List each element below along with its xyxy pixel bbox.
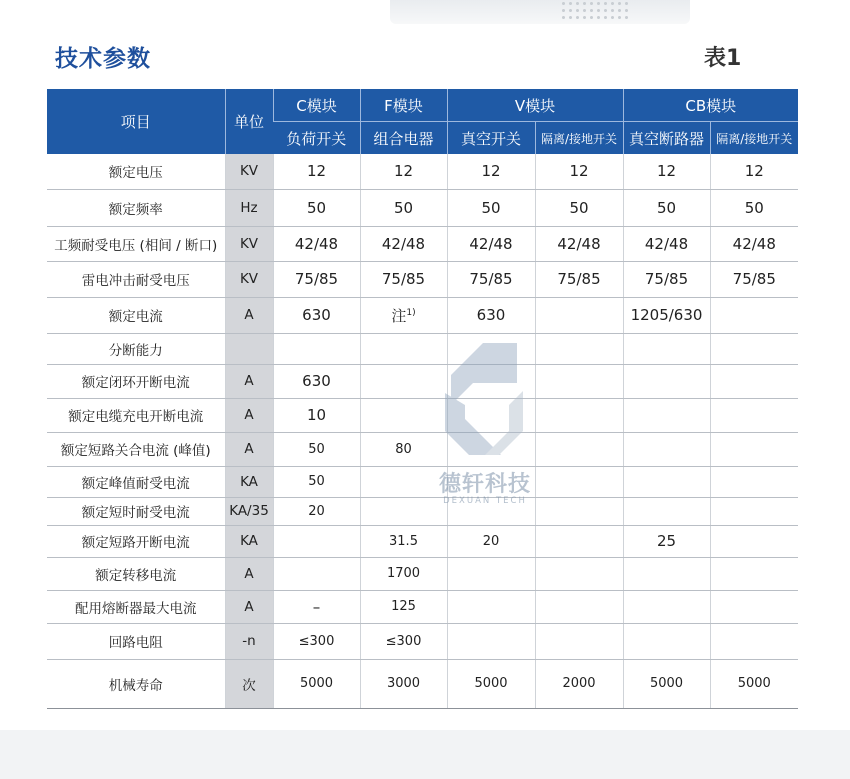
cell-v1: 20 xyxy=(447,525,535,557)
cell-c: – xyxy=(273,590,360,623)
cell-f xyxy=(360,297,447,333)
cell-v2 xyxy=(535,466,623,497)
header-sub-v1: 真空开关 xyxy=(447,122,535,155)
cell-cb2 xyxy=(710,497,798,525)
cell-cb1: 50 xyxy=(623,189,710,226)
cell-v2 xyxy=(535,333,623,364)
footnote-ref: 1) xyxy=(406,307,416,318)
row-unit: KA xyxy=(225,466,273,497)
cell-v1 xyxy=(447,364,535,398)
cell-f-note: 注 xyxy=(391,306,407,325)
cell-v1 xyxy=(447,623,535,659)
cell-v2 xyxy=(535,623,623,659)
cell-v1 xyxy=(447,333,535,364)
cell-cb2 xyxy=(710,623,798,659)
row-name: 额定电缆充电开断电流 xyxy=(47,398,225,432)
cell-v2 xyxy=(535,590,623,623)
cell-v2 xyxy=(535,497,623,525)
cell-c: 10 xyxy=(273,398,360,432)
cell-f: 42/48 xyxy=(360,226,447,261)
table-row xyxy=(47,364,798,398)
row-name: 额定短路开断电流 xyxy=(47,525,225,557)
row-name: 额定峰值耐受电流 xyxy=(47,466,225,497)
cell-f xyxy=(360,333,447,364)
cell-cb1 xyxy=(623,432,710,466)
table-row xyxy=(47,226,798,261)
cell-v1 xyxy=(447,590,535,623)
cell-v1: 5000 xyxy=(447,659,535,708)
header-item: 项目 xyxy=(47,89,225,154)
row-name: 机械寿命 xyxy=(47,659,225,708)
watermark-name: 德轩科技 xyxy=(438,472,531,497)
cell-c: 50 xyxy=(273,432,360,466)
cell-v1: 75/85 xyxy=(447,261,535,297)
row-name: 额定电压 xyxy=(47,154,225,189)
cell-v2 xyxy=(535,398,623,432)
cell-v2 xyxy=(535,525,623,557)
table-row xyxy=(47,525,798,557)
cell-cb1 xyxy=(623,333,710,364)
cell-cb2 xyxy=(710,557,798,590)
page-title: 技术参数 xyxy=(55,46,151,72)
cell-f: 31.5 xyxy=(360,525,447,557)
cell-cb2: 50 xyxy=(710,189,798,226)
table-row xyxy=(47,297,798,333)
cell-f: ≤300 xyxy=(360,623,447,659)
header-group-v: V模块 xyxy=(447,89,623,122)
header-group-c: C模块 xyxy=(273,89,360,122)
row-name: 额定转移电流 xyxy=(47,557,225,590)
cell-f: 1700 xyxy=(360,557,447,590)
banner-pattern xyxy=(560,0,630,20)
table-row xyxy=(47,398,798,432)
cell-cb2 xyxy=(710,590,798,623)
row-name: 额定闭环开断电流 xyxy=(47,364,225,398)
cell-cb1 xyxy=(623,557,710,590)
cell-c: ≤300 xyxy=(273,623,360,659)
row-unit: A xyxy=(225,364,273,398)
cell-v1: 630 xyxy=(447,297,535,333)
cell-cb2: 42/48 xyxy=(710,226,798,261)
cell-cb1 xyxy=(623,623,710,659)
cell-v2: 75/85 xyxy=(535,261,623,297)
header-sub-v2: 隔离/接地开关 xyxy=(535,122,623,155)
cell-cb2 xyxy=(710,525,798,557)
table-row xyxy=(47,466,798,497)
cell-f: 50 xyxy=(360,189,447,226)
cell-f xyxy=(360,398,447,432)
table-row xyxy=(47,189,798,226)
cell-v2: 2000 xyxy=(535,659,623,708)
table-row xyxy=(47,557,798,590)
cell-cb1 xyxy=(623,466,710,497)
cell-cb2 xyxy=(710,333,798,364)
cell-cb2 xyxy=(710,466,798,497)
table-row xyxy=(47,154,798,189)
row-unit: A xyxy=(225,398,273,432)
cell-f: 12 xyxy=(360,154,447,189)
row-name: 工频耐受电压 (相间 / 断口) xyxy=(47,226,225,261)
cell-v2 xyxy=(535,364,623,398)
cell-c xyxy=(273,525,360,557)
top-banner-image xyxy=(390,0,690,24)
cell-c: 12 xyxy=(273,154,360,189)
header-sub-c: 负荷开关 xyxy=(273,122,360,155)
cell-v2: 50 xyxy=(535,189,623,226)
row-name: 分断能力 xyxy=(47,333,225,364)
table-row xyxy=(47,432,798,466)
cell-v1: 12 xyxy=(447,154,535,189)
row-unit: KA xyxy=(225,525,273,557)
row-name: 额定短路关合电流 (峰值) xyxy=(47,432,225,466)
table-row xyxy=(47,333,798,364)
row-unit: KA/35 xyxy=(225,497,273,525)
row-unit: A xyxy=(225,590,273,623)
cell-cb1 xyxy=(623,398,710,432)
table-label: 表1 xyxy=(704,46,742,71)
cell-v1: 42/48 xyxy=(447,226,535,261)
header-sub-cb1: 真空断路器 xyxy=(623,122,710,155)
cell-c: 630 xyxy=(273,364,360,398)
row-unit: 次 xyxy=(225,659,273,708)
cell-cb1: 75/85 xyxy=(623,261,710,297)
header-sub-f: 组合电器 xyxy=(360,122,447,155)
cell-v2 xyxy=(535,557,623,590)
cell-v1 xyxy=(447,432,535,466)
cell-cb2: 5000 xyxy=(710,659,798,708)
header-row-groups xyxy=(47,89,798,122)
cell-cb2 xyxy=(710,297,798,333)
cell-v1 xyxy=(447,557,535,590)
cell-cb1 xyxy=(623,497,710,525)
cell-c: 630 xyxy=(273,297,360,333)
cell-c: 5000 xyxy=(273,659,360,708)
watermark-subtitle: DEXUAN TECH xyxy=(443,496,527,506)
cell-f: 80 xyxy=(360,432,447,466)
cell-cb2: 12 xyxy=(710,154,798,189)
row-unit: A xyxy=(225,432,273,466)
header-unit: 单位 xyxy=(225,89,273,154)
header-group-cb: CB模块 xyxy=(623,89,798,122)
cell-c xyxy=(273,557,360,590)
row-unit: Hz xyxy=(225,189,273,226)
row-unit: A xyxy=(225,557,273,590)
cell-f: 125 xyxy=(360,590,447,623)
row-unit: KV xyxy=(225,226,273,261)
cell-v2 xyxy=(535,432,623,466)
table-row xyxy=(47,261,798,297)
table-row xyxy=(47,497,798,525)
cell-cb2 xyxy=(710,364,798,398)
row-unit: -n xyxy=(225,623,273,659)
row-name: 配用熔断器最大电流 xyxy=(47,590,225,623)
cell-cb2 xyxy=(710,432,798,466)
cell-c: 42/48 xyxy=(273,226,360,261)
row-name: 额定短时耐受电流 xyxy=(47,497,225,525)
cell-cb1 xyxy=(623,590,710,623)
header-group-f: F模块 xyxy=(360,89,447,122)
cell-cb1 xyxy=(623,364,710,398)
row-unit: KV xyxy=(225,261,273,297)
cell-c: 20 xyxy=(273,497,360,525)
cell-cb1: 25 xyxy=(623,525,710,557)
row-unit: A xyxy=(225,297,273,333)
cell-v1: 50 xyxy=(447,189,535,226)
cell-v2: 12 xyxy=(535,154,623,189)
cell-c xyxy=(273,333,360,364)
cell-cb1: 12 xyxy=(623,154,710,189)
cell-cb1: 5000 xyxy=(623,659,710,708)
tech-params-table xyxy=(47,89,798,709)
row-name: 额定电流 xyxy=(47,297,225,333)
row-name: 额定频率 xyxy=(47,189,225,226)
cell-cb1: 1205/630 xyxy=(623,297,710,333)
cell-cb2 xyxy=(710,398,798,432)
table-row xyxy=(47,623,798,659)
row-name: 回路电阻 xyxy=(47,623,225,659)
cell-c: 75/85 xyxy=(273,261,360,297)
cell-v2 xyxy=(535,297,623,333)
cell-f: 3000 xyxy=(360,659,447,708)
cell-f xyxy=(360,364,447,398)
row-name: 雷电冲击耐受电压 xyxy=(47,261,225,297)
row-unit xyxy=(225,333,273,364)
cell-c: 50 xyxy=(273,189,360,226)
cell-c: 50 xyxy=(273,466,360,497)
cell-v2: 42/48 xyxy=(535,226,623,261)
row-unit: KV xyxy=(225,154,273,189)
table-row xyxy=(47,590,798,623)
header-sub-cb2: 隔离/接地开关 xyxy=(710,122,798,155)
cell-f: 75/85 xyxy=(360,261,447,297)
cell-v1 xyxy=(447,398,535,432)
cell-cb1: 42/48 xyxy=(623,226,710,261)
table-row xyxy=(47,659,798,708)
cell-cb2: 75/85 xyxy=(710,261,798,297)
